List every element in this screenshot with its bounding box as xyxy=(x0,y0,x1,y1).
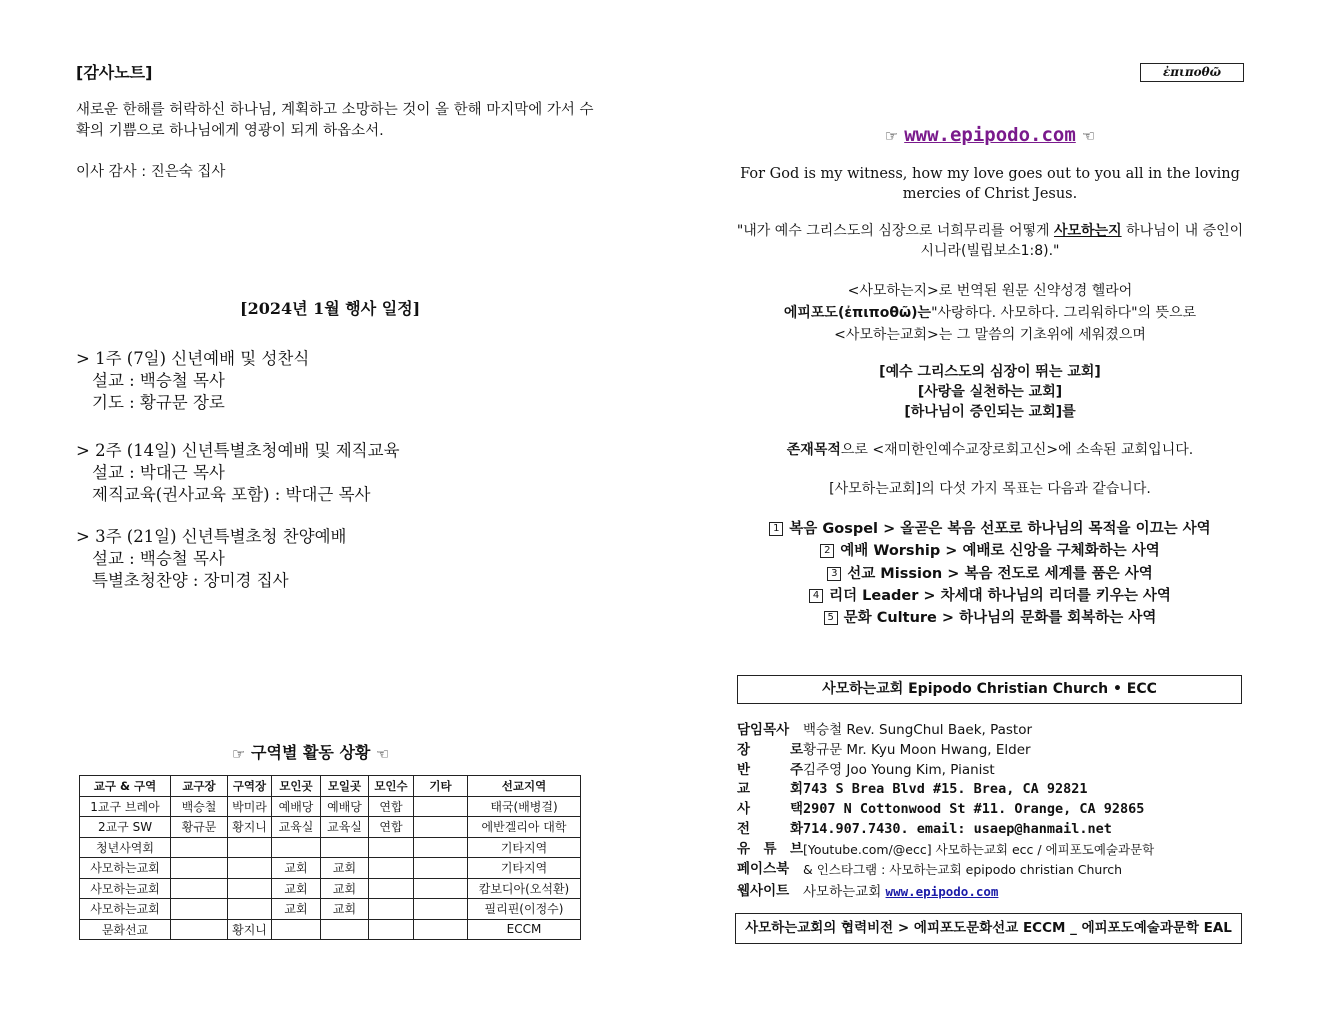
table-header: 모인수 xyxy=(369,776,414,797)
thanks-title: [감사노트] xyxy=(76,63,153,82)
info-row xyxy=(737,860,1154,880)
info-value: 황규문 Mr. Kyu Moon Hwang, Elder xyxy=(803,741,1031,758)
info-label: 담임목사 xyxy=(737,722,790,738)
info-label: 웹사이트 xyxy=(737,883,790,900)
table-cell: 사모하는교회 xyxy=(80,878,171,899)
origin-line xyxy=(736,302,1244,324)
goal-text: 예배 Worship > 예배로 신앙을 구체화하는 사역 xyxy=(840,543,1160,560)
info-label: 교 회 xyxy=(737,781,803,798)
table-cell xyxy=(228,837,272,858)
table-cell xyxy=(272,837,321,858)
info-label: 전 화 xyxy=(737,820,803,837)
goals-list xyxy=(736,518,1244,629)
list-item xyxy=(736,540,1244,562)
schedule-week-3 xyxy=(76,526,346,592)
goal-text: 문화 Culture > 하나님의 문화를 회복하는 사역 xyxy=(843,610,1157,627)
table-cell xyxy=(414,858,468,879)
goals-intro: [사모하는교회]의 다섯 가지 목표는 다음과 같습니다. xyxy=(829,481,1151,497)
schedule-line: 설교 : 백승철 목사 xyxy=(92,549,225,568)
table-header: 기타 xyxy=(414,776,468,797)
table-header-row xyxy=(80,776,581,797)
table-cell: 문화선교 xyxy=(80,919,171,940)
table-cell xyxy=(171,837,228,858)
motto-block xyxy=(736,362,1244,422)
table-cell xyxy=(414,817,468,838)
table-cell: 교회 xyxy=(272,899,321,920)
table-cell: 교회 xyxy=(321,878,369,899)
motto-line: [하나님이 증인되는 교회]를 xyxy=(904,404,1076,420)
church-name-box: 사모하는교회 Epipodo Christian Church • ECC xyxy=(737,675,1242,704)
info-label: 사 택 xyxy=(737,801,803,818)
goal-text: 복음 Gospel > 올곧은 복음 선포로 하나님의 목적을 이끄는 사역 xyxy=(789,521,1211,537)
thanks-text: 새로운 한해를 허락하신 하나님, 계획하고 소망하는 것이 올 한해 마지막에 가서 수확의 기쁨으로 하나님에게 영광이 되게 하옵소서. xyxy=(76,102,594,139)
info-value: 김주영 Joo Young Kim, Pianist xyxy=(803,761,995,778)
origin-line: <사모하는교회>는 그 말씀의 기초위에 세워졌으며 xyxy=(834,327,1146,343)
motto-line: [사랑을 실천하는 교회] xyxy=(917,384,1063,400)
origin-meaning: "사랑하다. 사모하다. 그리워하다"의 뜻으로 xyxy=(931,305,1197,321)
table-cell xyxy=(414,796,468,817)
table-cell: 교회 xyxy=(321,858,369,879)
verse-text: 하나님이 내 증인이시니라(빌립보소1:8)." xyxy=(920,223,1244,259)
table-cell: 황지니 xyxy=(228,919,272,940)
table-cell: 황규문 xyxy=(171,817,228,838)
table-cell: 박미라 xyxy=(228,796,272,817)
origin-block xyxy=(736,280,1244,346)
verse-text: "내가 예수 그리스도의 심장으로 너희무리를 어떻게 xyxy=(736,223,1054,239)
info-row xyxy=(737,800,1154,820)
table-cell xyxy=(272,919,321,940)
info-value: [Youtube.com/@ecc] 사모하는교회 ecc / 에피포도예술과문학 xyxy=(803,841,1155,857)
origin-line: <사모하는지>로 번역된 원문 신약성경 헬라어 xyxy=(847,283,1133,299)
table-cell xyxy=(414,878,468,899)
goal-number: 5 xyxy=(824,611,838,625)
schedule-line: 특별초청찬양 : 장미경 집사 xyxy=(92,571,289,590)
table-cell: 2교구 SW xyxy=(80,817,171,838)
list-item xyxy=(736,585,1244,607)
table-cell: 태국(배병걸) xyxy=(468,796,581,817)
activity-table xyxy=(79,775,581,940)
table-cell xyxy=(171,878,228,899)
info-label: 페이스북 xyxy=(737,860,790,877)
table-cell: 교육실 xyxy=(272,817,321,838)
info-row xyxy=(737,741,1154,761)
table-header: 교구장 xyxy=(171,776,228,797)
table-cell: 백승철 xyxy=(171,796,228,817)
goal-number: 3 xyxy=(827,567,841,581)
table-cell: 연합 xyxy=(369,796,414,817)
list-item xyxy=(736,518,1244,540)
table-row xyxy=(80,837,581,858)
table-cell xyxy=(369,878,414,899)
schedule-week-head: > 3주 (21일) 신년특별초청 찬양예배 xyxy=(76,527,347,546)
table-cell: 기타지역 xyxy=(468,858,581,879)
table-row xyxy=(80,878,581,899)
verse-english: For God is my witness, how my love goes out to you all in the loving mercies of Christ Jesus. xyxy=(740,166,1240,202)
info-value xyxy=(803,882,998,903)
goal-number: 1 xyxy=(769,522,783,536)
schedule-title: [2024년 1월 행사 일정] xyxy=(240,299,421,318)
info-row xyxy=(737,780,1154,800)
table-cell xyxy=(228,899,272,920)
table-cell: 교회 xyxy=(272,858,321,879)
table-cell xyxy=(414,899,468,920)
info-row xyxy=(737,882,1154,903)
verse-korean xyxy=(736,221,1244,261)
table-cell: 에반겔리아 대학 xyxy=(468,817,581,838)
info-value: 714.907.7430. email: usaep@hanmail.net xyxy=(803,820,1112,837)
info-row xyxy=(737,820,1154,840)
schedule-line: 설교 : 백승철 목사 xyxy=(92,371,225,390)
motto-line: [예수 그리스도의 심장이 뛰는 교회] xyxy=(879,364,1101,380)
activity-title xyxy=(232,740,389,763)
table-row xyxy=(80,919,581,940)
info-label: 유 튜 브 xyxy=(737,840,803,857)
activity-title-text: 구역별 활동 상황 xyxy=(251,743,371,762)
schedule-week-1 xyxy=(76,348,309,414)
table-cell xyxy=(369,919,414,940)
origin-word: 에피포도(ἐπιποθῶ)는 xyxy=(783,305,932,321)
table-cell xyxy=(321,919,369,940)
table-header: 모인곳 xyxy=(272,776,321,797)
table-cell xyxy=(369,899,414,920)
thanks-donor: 이사 감사 : 진은숙 집사 xyxy=(76,164,226,180)
table-cell xyxy=(414,919,468,940)
schedule-line: 기도 : 황규문 장로 xyxy=(92,393,225,412)
table-row xyxy=(80,858,581,879)
schedule-week-head: > 1주 (7일) 신년예배 및 성찬식 xyxy=(76,349,310,368)
website-heading xyxy=(736,124,1244,146)
table-cell: 황지니 xyxy=(228,817,272,838)
table-row xyxy=(80,899,581,920)
website-link[interactable]: www.epipodo.com xyxy=(885,884,999,900)
table-cell: 기타지역 xyxy=(468,837,581,858)
table-cell: 교육실 xyxy=(321,817,369,838)
hand-pointing-icon: ☜ xyxy=(1081,126,1096,145)
info-label: 장 로 xyxy=(737,741,803,758)
purpose-text: 으로 <재미한인예수교장로회고신>에 소속된 교회입니다. xyxy=(840,442,1194,458)
website-link[interactable]: www.epipodo.com xyxy=(904,124,1076,146)
table-cell: 교회 xyxy=(321,899,369,920)
table-cell xyxy=(321,837,369,858)
table-cell: 예배당 xyxy=(272,796,321,817)
table-row xyxy=(80,817,581,838)
table-cell xyxy=(171,899,228,920)
table-cell xyxy=(228,858,272,879)
table-cell: 예배당 xyxy=(321,796,369,817)
schedule-week-2 xyxy=(76,440,400,506)
schedule-line: 제직교육(권사교육 포함) : 박대근 목사 xyxy=(92,485,371,504)
info-value: 743 S Brea Blvd #15. Brea, CA 92821 xyxy=(803,781,1088,798)
table-header: 교구 & 구역 xyxy=(80,776,171,797)
table-cell xyxy=(171,858,228,879)
list-item xyxy=(736,607,1244,629)
table-cell xyxy=(171,919,228,940)
info-row xyxy=(737,721,1154,741)
info-value-text: 사모하는교회 xyxy=(803,884,886,901)
schedule-line: 설교 : 박대근 목사 xyxy=(92,463,225,482)
greek-word-box: ἐπιποθῶ xyxy=(1140,63,1244,82)
goal-text: 리더 Leader > 차세대 하나님의 리더를 키우는 사역 xyxy=(829,587,1171,604)
schedule-week-head: > 2주 (14일) 신년특별초청예배 및 제직교육 xyxy=(76,441,400,460)
hand-pointing-icon: ☞ xyxy=(232,744,246,763)
goal-number: 4 xyxy=(809,589,823,603)
list-item xyxy=(736,563,1244,585)
table-header: 선교지역 xyxy=(468,776,581,797)
table-cell: 1교구 브레아 xyxy=(80,796,171,817)
goal-number: 2 xyxy=(820,544,834,558)
info-value: 백승철 Rev. SungChul Baek, Pastor xyxy=(803,722,1033,738)
table-cell xyxy=(414,837,468,858)
table-cell xyxy=(369,858,414,879)
table-cell: ECCM xyxy=(468,919,581,940)
table-cell: 필리핀(이정수) xyxy=(468,899,581,920)
goal-text: 선교 Mission > 복음 전도로 세계를 품은 사역 xyxy=(847,565,1153,582)
table-cell: 사모하는교회 xyxy=(80,899,171,920)
hand-pointing-icon: ☞ xyxy=(884,126,899,145)
table-cell xyxy=(369,837,414,858)
info-row xyxy=(737,761,1154,781)
table-cell: 사모하는교회 xyxy=(80,858,171,879)
table-header: 구역장 xyxy=(228,776,272,797)
hand-pointing-icon: ☜ xyxy=(375,744,390,763)
info-value: 2907 N Cottonwood St #11. Orange, CA 92865 xyxy=(803,801,1145,818)
table-cell: 캄보디아(오석환) xyxy=(468,878,581,899)
table-cell: 교회 xyxy=(272,878,321,899)
table-cell: 청년사역회 xyxy=(80,837,171,858)
purpose-line xyxy=(736,440,1244,460)
info-label: 반 주 xyxy=(737,761,803,778)
table-cell: 연합 xyxy=(369,817,414,838)
table-row xyxy=(80,796,581,817)
table-header: 모일곳 xyxy=(321,776,369,797)
info-value: & 인스타그램 : 사모하는교회 epipodo christian Church xyxy=(803,861,1122,877)
vision-box: 사모하는교회의 협력비전 > 에피포도문화선교 ECCM _ 에피포도예술과문학 EAL xyxy=(735,913,1242,944)
table-cell xyxy=(228,878,272,899)
verse-emphasis: 사모하는지 xyxy=(1053,223,1122,239)
church-info xyxy=(737,721,1154,903)
info-row xyxy=(737,840,1154,860)
purpose-emphasis: 존재목적 xyxy=(786,442,841,458)
